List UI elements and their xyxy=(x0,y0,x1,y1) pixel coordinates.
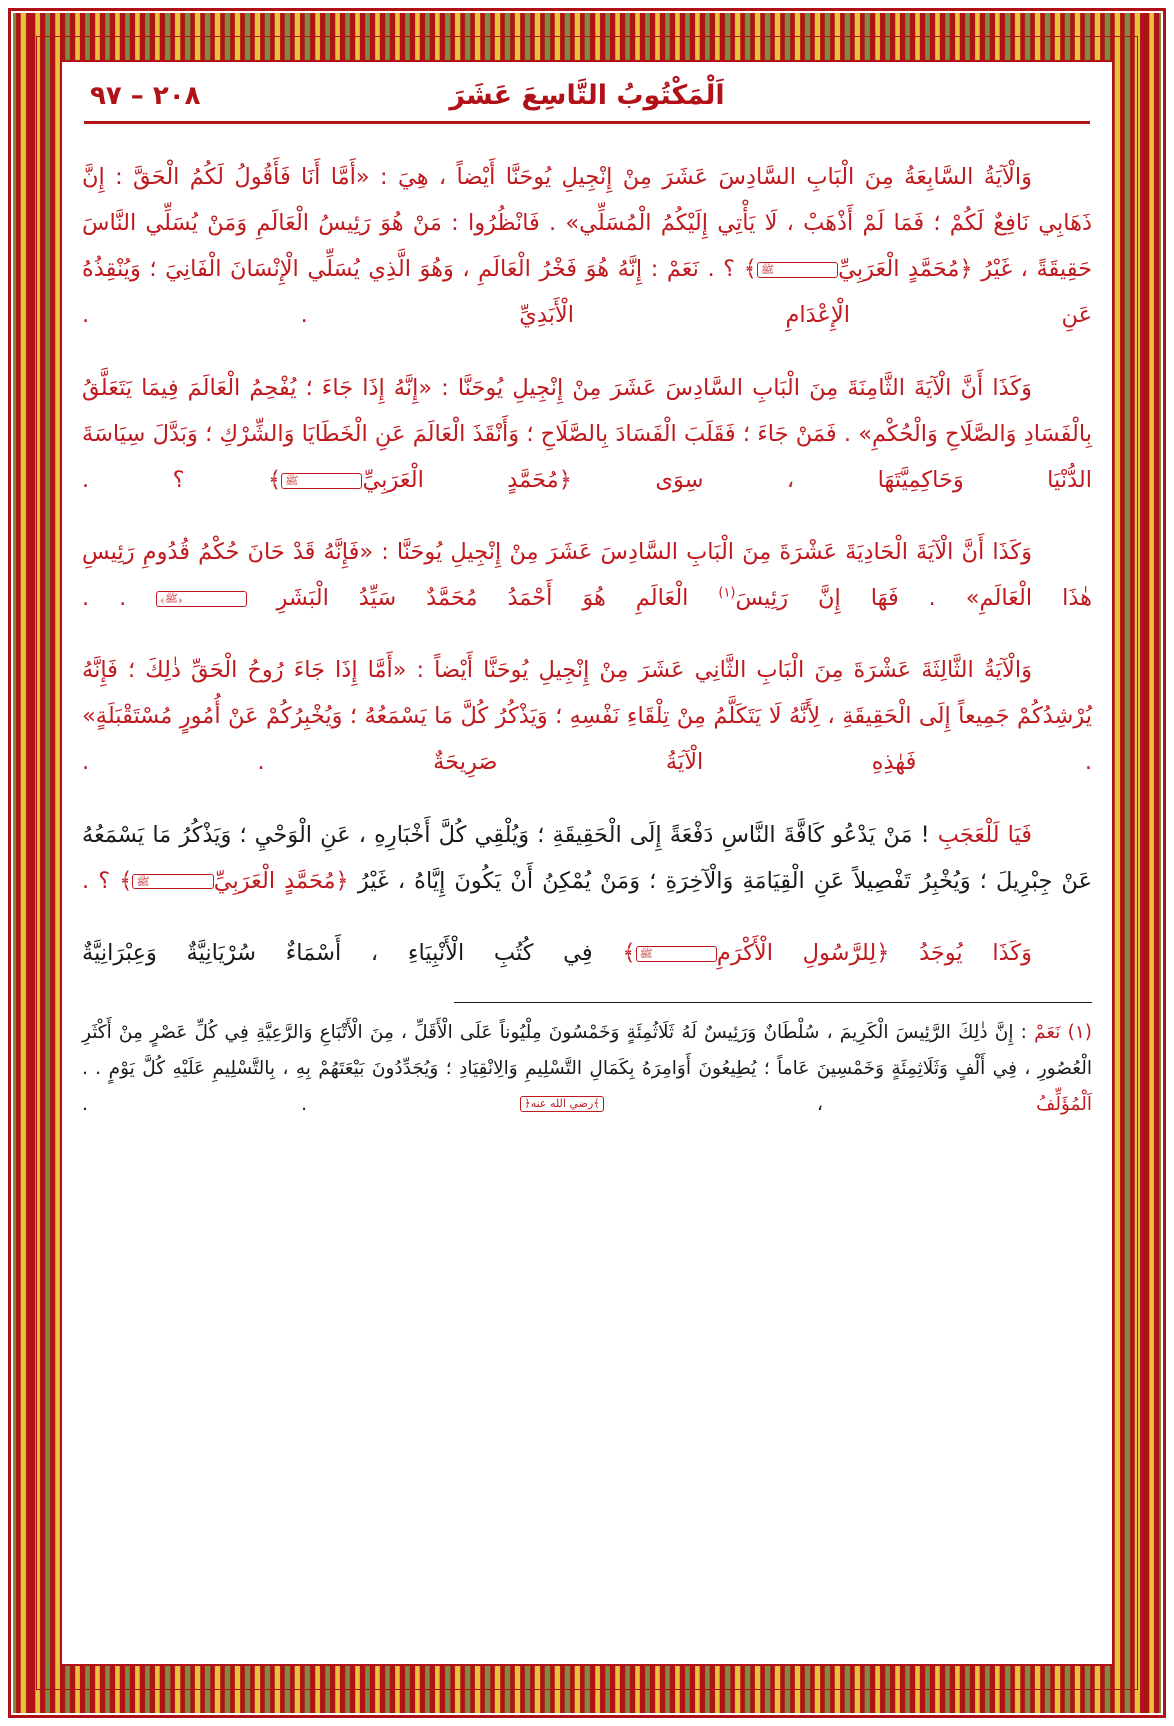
page-content xyxy=(46,46,1128,1680)
footnote xyxy=(82,1015,1092,1123)
paragraph-5 xyxy=(82,812,1092,904)
text-segment: ﴾ ؟ . نَعَمْ : إِنَّهُ هُوَ فَخْرُ الْعَالَمِ ، وَهُوَ الَّذِي يُسَلِّي الْإِنْسَانَ الْفَانِيَ ؛ وَيُنْقِذُهُ عَنِ الْإِعْدَامِ الْأَبَدِيِّ . . xyxy=(82,256,1092,329)
footnote-divider xyxy=(454,1002,1092,1003)
text-segment: وَالْآيَةُ السَّابِعَةُ مِنَ الْبَابِ السَّادِسَ عَشَرَ مِنْ xyxy=(612,164,1032,190)
text-segment: . . xyxy=(82,585,157,611)
page-number: ٢٠٨ – ٩٧ xyxy=(90,81,201,111)
text-segment: ﴿مُحَمَّدٍ الْعَرَبِيِّ xyxy=(838,256,973,283)
scripture-reference: إِنْجِيلِ يُوحَنَّا xyxy=(396,538,502,565)
honorific-seal-icon: ﷺ xyxy=(281,473,362,489)
paragraph-1 xyxy=(82,154,1092,339)
text-segment: الْعَالَمِ هُوَ أَحْمَدُ مُحَمَّدٌ سَيِّدُ الْبَشَرِ xyxy=(246,585,719,611)
scripture-reference: إِنْجِيلِ يُوحَنَّا xyxy=(457,374,564,401)
honorific-seal-icon: ﷺ xyxy=(132,874,213,890)
scripture-reference: إِنْجِيلِ يُوحَنَّا xyxy=(483,657,590,684)
honorific-seal-icon: ﴿ﷺ﴾ xyxy=(156,591,246,607)
honorific-seal-icon: ﴾رضي الله عنه﴿ xyxy=(520,1096,603,1112)
page-title: اَلْمَكْتُوبُ التَّاسِعَ عَشَرَ xyxy=(449,80,725,111)
text-segment: أَيْضاً : «أَمَّا إِذَا جَاءَ رُوحُ الْحَقِّ ذٰلِكَ ؛ فَإِنَّهُ يُرْشِدُكُمْ جَمِيعاً إِلَى الْحَقِيقَةِ ، لِأَنَّهُ لَا يَتَكَلَّمُ مِنْ تِلْقَاءِ نَفْسِهِ ؛ وَيَذْكُرُ كُلَّ مَا يَسْمَعُهُ ؛ وَيُخْبِرُكُمْ عَنْ أُمُورٍ مُسْتَقْبَلَةٍ» . فَهٰذِهِ الْآيَةُ صَرِيحَةٌ . . xyxy=(82,657,1092,776)
author-signature: اَلْمُؤَلِّفُ xyxy=(1036,1094,1092,1115)
text-segment: وَالْآيَةُ الثَّالِثَةَ عَشْرَةَ مِنَ الْبَابِ الثَّانِي عَشَرَ مِنْ xyxy=(589,657,1032,684)
text-segment: أَيْضاً ، هِيَ : «أَمَّا أَنَا فَأَقُولُ لَكُمُ الْحَقَّ : إِنَّ ذَهَابِي نَافِعٌ لَكُمْ ؛ فَمَا لَمْ أَذْهَبْ ، لَا يَأْتِي إِلَيْكُمُ الْمُسَلِّي» . فَانْظُرُوا : مَنْ هُوَ رَئِيسُ الْعَالَمِ وَمَنْ يُسَلِّي النَّاسَ حَقِيقَةً ، غَيْرُ xyxy=(82,164,1093,283)
text-segment: ﴿لِلرَّسُولِ الْأَكْرَمِ xyxy=(716,939,890,966)
honorific-seal-icon: ﷺ xyxy=(757,262,838,278)
text-segment: ! مَنْ يَدْعُو كَافَّةَ النَّاسِ دَفْعَةً إِلَى الْحَقِيقَةِ ؛ وَيُلْقِي كُلَّ أَخْبَارِهِ ، عَنِ الْوَحْيِ ؛ وَيَذْكُرُ مَا يَسْمَعُهُ عَنْ جِبْرِيلَ ؛ وَيُخْبِرُ تَفْصِيلاً عَنِ الْقِيَامَةِ وَالْآخِرَةِ ؛ وَمَنْ يُمْكِنُ أَنْ يَكُونَ إِيَّاهُ ، غَيْرُ xyxy=(82,821,1092,894)
text-segment: فَيَا لَلْعَجَبِ xyxy=(937,821,1032,848)
text-segment: وَكَذَا يُوجَدُ xyxy=(889,939,1032,966)
footnote-reference[interactable]: (١) xyxy=(718,585,736,601)
paragraph-3 xyxy=(82,529,1092,621)
paragraph-6 xyxy=(82,930,1092,976)
paragraph-4 xyxy=(82,647,1092,785)
text-segment: ﴾ xyxy=(622,939,636,966)
footnote-marker: (١) xyxy=(1067,1021,1093,1043)
text-segment: ﴾ ؟ . xyxy=(82,466,282,493)
text-segment: فِي كُتُبِ الْأَنْبِيَاءِ ، أَسْمَاءٌ سُرْيَانِيَّةٌ وَعِبْرَانِيَّةٌ xyxy=(82,939,623,966)
text-segment: وَكَذَا أَنَّ الْآيَةَ الْحَادِيَةَ عَشْرَةَ مِنَ الْبَابِ السَّادِسَ عَشَرَ مِنْ xyxy=(501,538,1032,565)
text-segment: ﴿مُحَمَّدٍ الْعَرَبِيِّ xyxy=(213,867,349,894)
text-segment: وَكَذَا أَنَّ الْآيَةَ الثَّامِنَةَ مِنَ الْبَابِ السَّادِسَ عَشَرَ مِنْ xyxy=(563,374,1032,401)
text-segment: ، xyxy=(603,1094,1037,1115)
text-segment: ﴿مُحَمَّدٍ الْعَرَبِيِّ xyxy=(362,466,572,493)
text-segment: : «فَإِنَّهُ قَدْ حَانَ حُكْمُ قُدُومِ رَئِيسِ هٰذَا الْعَالَمِ» . فَهَا إِنَّ رَئِيسَ xyxy=(82,538,1092,611)
page-header xyxy=(74,66,1100,111)
text-segment: : إِنَّ ذٰلِكَ الرَّئِيسَ الْكَرِيمَ ، سُلْطَانٌ وَرَئِيسٌ لَهُ ثَلَاثُمِئَةٍ وَخَمْسُونَ مِلْيُوناً عَلَى الْأَقَلِّ ، مِنَ الْأَتْبَاعِ وَالرَّعِيَّةِ فِي كُلِّ عَصْرٍ مِنْ أَكْثَرِ الْعُصُورِ ، فِي أَلْفٍ وَثَلَاثِمِئَةٍ وَخَمْسِينَ عَاماً ؛ يُطِيعُونَ أَوَامِرَهُ بِكَمَالِ التَّسْلِيمِ وَالِانْقِيَادِ ؛ وَيُجَدِّدُونَ بَيْعَتَهُمْ بِهِ ، بِالتَّسْلِيمِ عَلَيْهِ كُلَّ يَوْمٍ . . xyxy=(82,1021,1092,1079)
text-segment: . . xyxy=(82,1094,521,1115)
paragraph-2 xyxy=(82,365,1092,503)
text-segment: نَعَمْ xyxy=(1034,1021,1061,1043)
text-segment: : «إِنَّهُ إِذَا جَاءَ ؛ يُفْحِمُ الْعَالَمَ فِيمَا يَتَعَلَّقُ بِالْفَسَادِ وَالصَّلَاحِ وَالْحُكْمِ» . فَمَنْ جَاءَ ؛ فَقَلَبَ الْفَسَادَ بِالصَّلَاحِ ؛ وَأَنْقَذَ الْعَالَمَ عَنِ الْخَطَايَا وَالشِّرْكِ ؛ وَبَدَّلَ سِيَاسَةَ الدُّنْيَا وَحَاكِمِيَّتَهَا ، سِوَى xyxy=(82,374,1092,493)
body-text xyxy=(74,154,1100,976)
honorific-seal-icon: ﷺ xyxy=(636,946,717,962)
header-divider xyxy=(84,121,1090,124)
text-segment: ﴾ ؟ . xyxy=(82,867,133,894)
scripture-reference: إِنْجِيلِ يُوحَنَّا xyxy=(505,164,613,190)
